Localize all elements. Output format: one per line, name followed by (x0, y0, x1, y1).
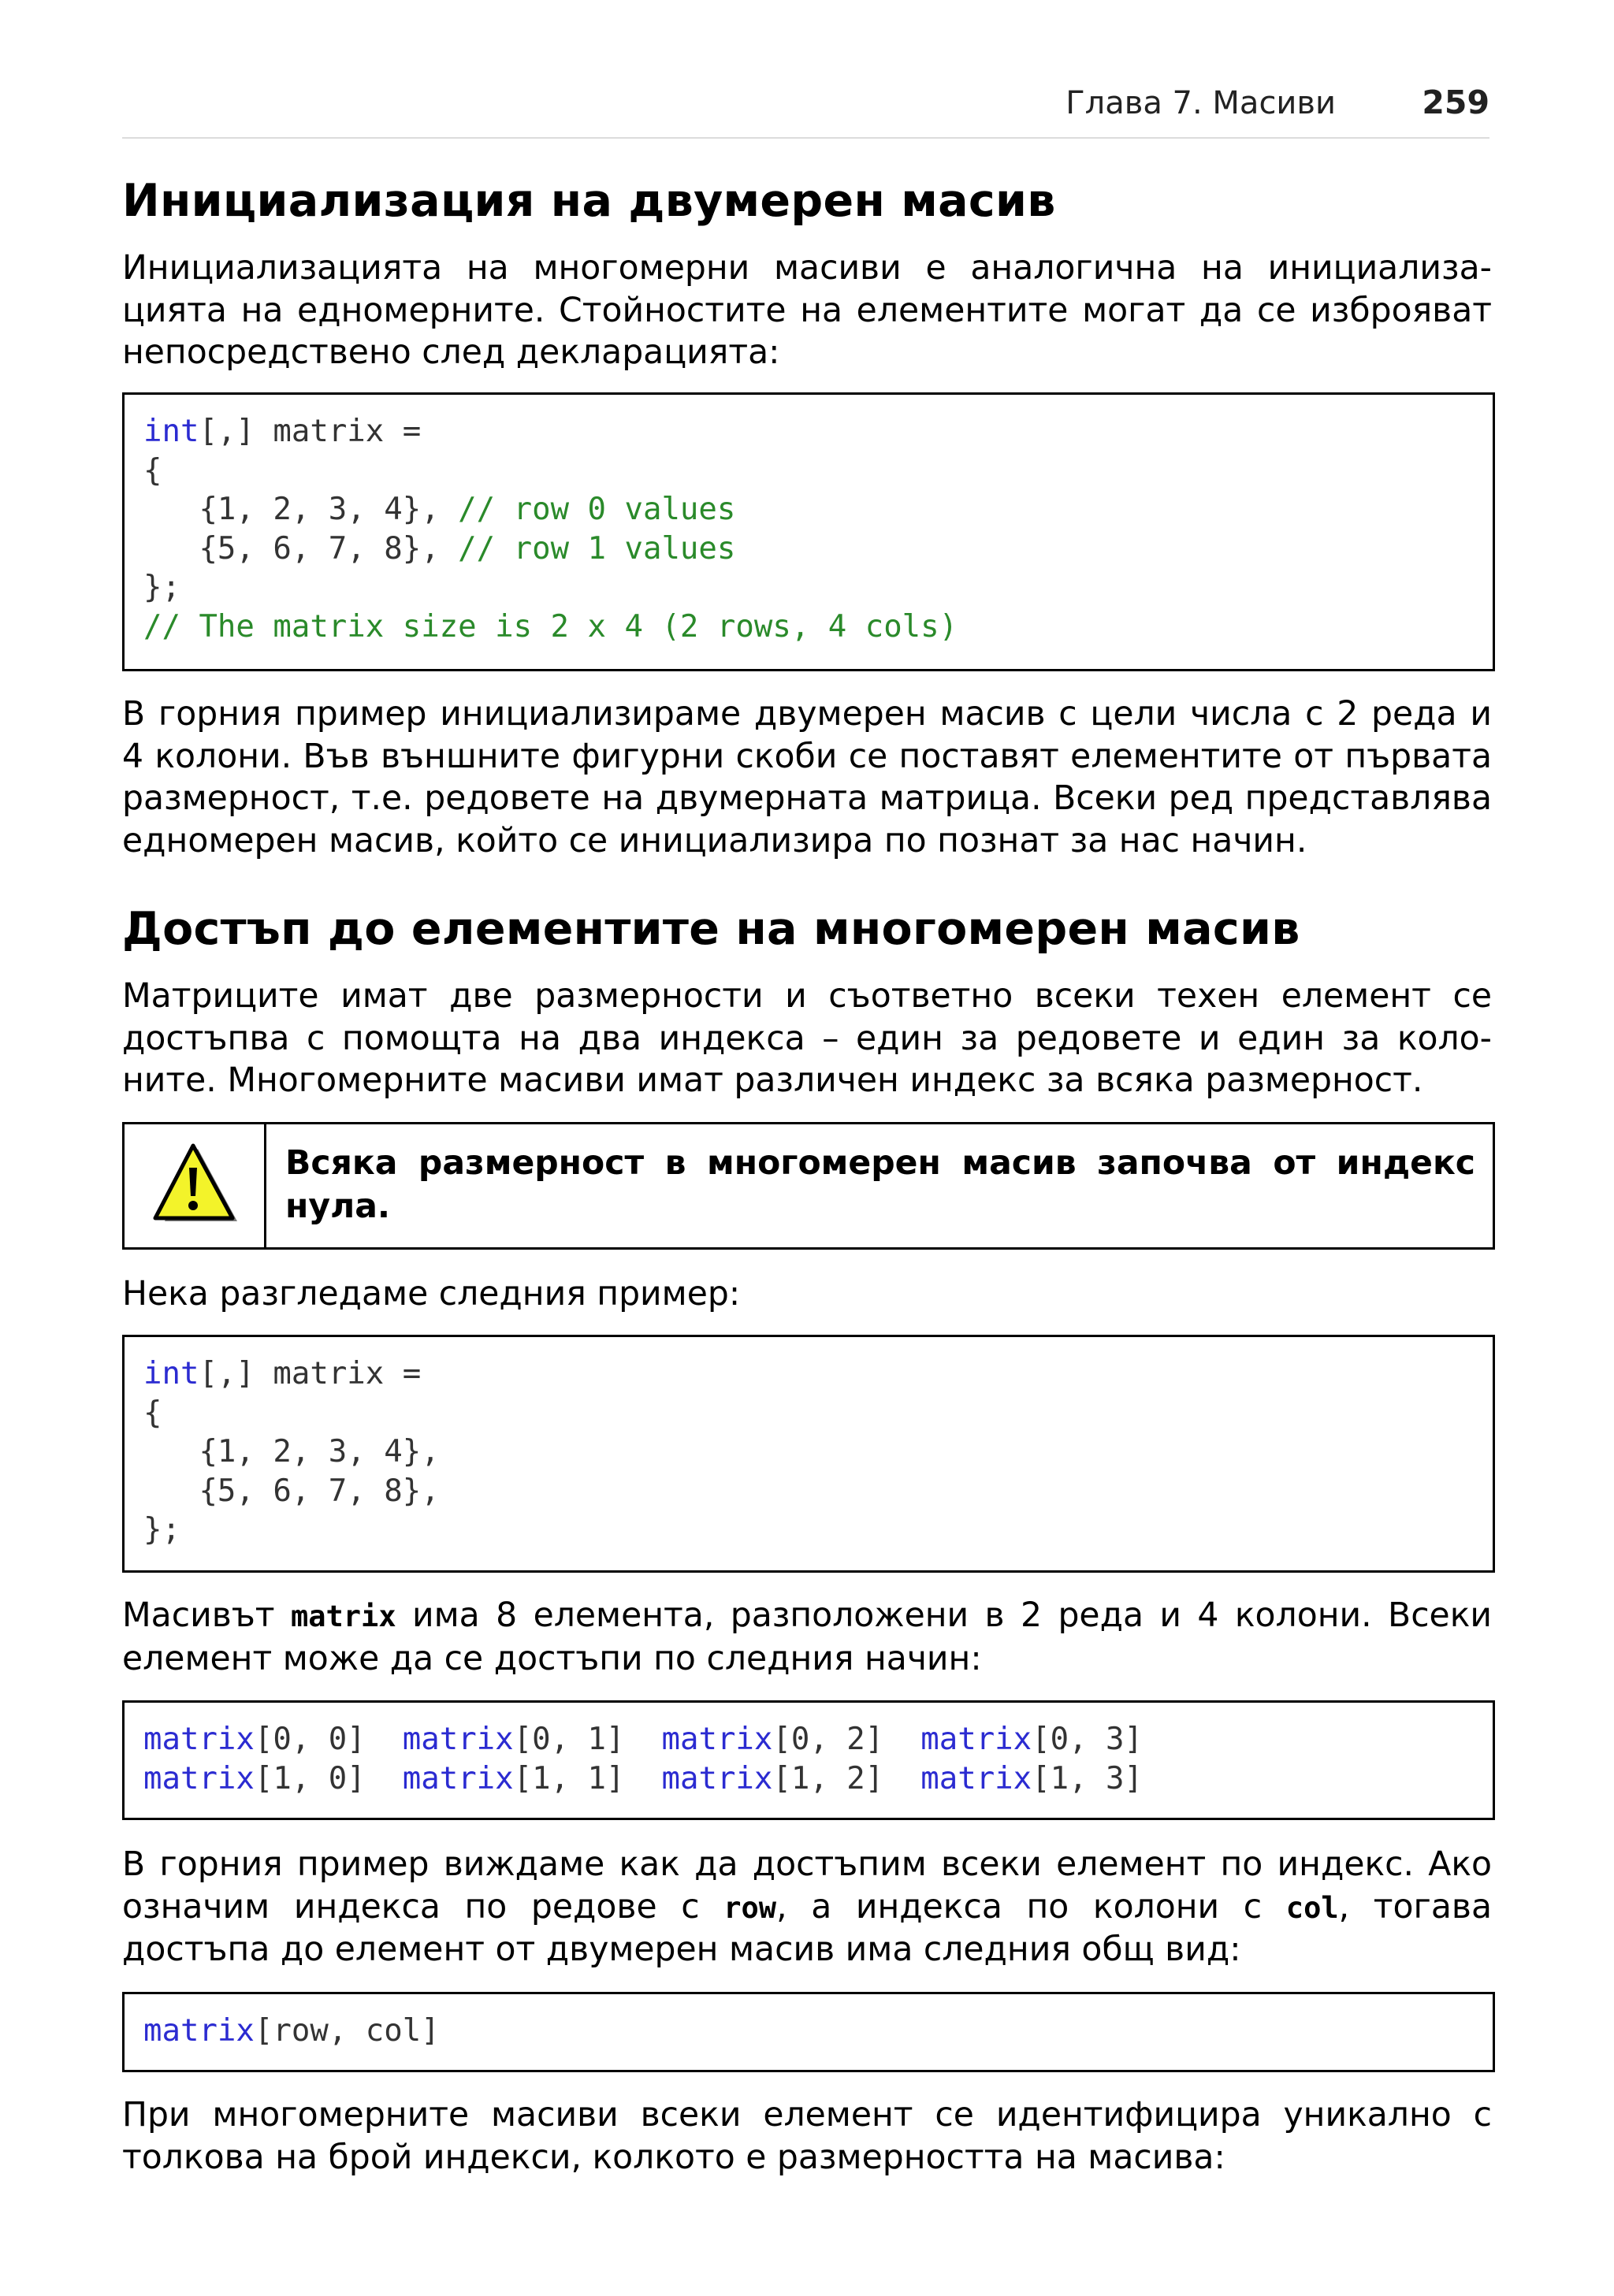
code-line: matrix[1, 0] matrix[1, 1] matrix[1, 2] matrix[1, 3] (143, 1760, 1144, 1796)
text-line: непосредствено след декларацията: (122, 333, 780, 372)
text-line: елемент може да се достъпи по следния начин: (122, 1639, 982, 1678)
text-line: означим индекса по редове с row, а индекса по колони с col, тогава (122, 1887, 1492, 1926)
text-line: толкова на брой индекси, колкото е размерността на масива: (122, 2138, 1225, 2177)
text-line: едномерен масив, който се инициализира по познат за нас начин. (122, 821, 1307, 860)
code-line: // The matrix size is 2 x 4 (2 rows, 4 cols) (143, 608, 958, 645)
warning-line: Всяка размерност в многомерен масив започва от индекс (285, 1144, 1475, 1183)
chapter-title: Глава 7. Масиви (1065, 85, 1336, 121)
section-title-access: Достъп до елементите на многомерен масив (122, 903, 1300, 955)
paragraph-example-intro (122, 1273, 1492, 1316)
code-block-init (122, 392, 1495, 671)
code-line: {5, 6, 7, 8}, // row 1 values (143, 530, 736, 567)
warning-note (122, 1122, 1495, 1250)
code-block-general (122, 1992, 1495, 2072)
page-header (122, 79, 1489, 139)
paragraph-init-intro (122, 247, 1492, 374)
code-line: { (143, 452, 162, 489)
inline-code: matrix (290, 1599, 396, 1633)
text-line: 4 колони. Във външните фигурни скоби се поставят елементите от първата (122, 737, 1492, 776)
code-block-example (122, 1335, 1495, 1573)
paragraph-index (122, 1844, 1492, 1971)
text-line: В горния пример инициализираме двумерен масив с цели числа с 2 реда и (122, 695, 1492, 734)
warning-text (266, 1124, 1493, 1247)
code-line: {1, 2, 3, 4}, // row 0 values (143, 492, 736, 527)
text-line: Масивът matrix има 8 елемента, разположени в 2 реда и 4 колони. Всеки (122, 1596, 1492, 1635)
inline-code: col (1285, 1890, 1339, 1925)
code-block-elements (122, 1700, 1495, 1820)
paragraph-final (122, 2094, 1492, 2179)
section-title-init: Инициализация на двумерен масив (122, 175, 1056, 227)
text-line: В горния пример виждаме как да достъпим всеки елемент по индекс. Ако (122, 1845, 1492, 1884)
code-line: }; (143, 1512, 180, 1547)
paragraph-access-intro (122, 975, 1492, 1102)
code-line: matrix[row, col] (143, 2013, 440, 2049)
code-line: { (143, 1395, 162, 1431)
text-line: достъпва с помощта на два индекса – един за редовете и един за коло- (122, 1019, 1492, 1058)
text-line: Матриците имат две размерности и съответно всеки техен елемент се (122, 977, 1492, 1016)
warning-icon-cell (125, 1124, 266, 1247)
code-line: int[,] matrix = (143, 414, 422, 449)
paragraph-matrix (122, 1595, 1492, 1680)
text-line: ните. Многомерните масиви имат различен индекс за всяка размерност. (122, 1061, 1423, 1100)
text-line: При многомерните масиви всеки елемент се идентифицира уникално с (122, 2096, 1492, 2134)
code-line: int[,] matrix = (143, 1356, 422, 1391)
code-line: matrix[0, 0] matrix[0, 1] matrix[0, 2] matrix[0, 3] (143, 1722, 1144, 1757)
page-number: 259 (1422, 84, 1489, 121)
text-line: Нека разгледаме следния пример: (122, 1275, 741, 1313)
text-line: достъпа до елемент от двумерен масив има следния общ вид: (122, 1930, 1241, 1969)
paragraph-init-explain (122, 693, 1492, 862)
code-line: {5, 6, 7, 8}, (143, 1473, 440, 1509)
text-line: цията на едномерните. Стойностите на елементите могат да се изброяват (122, 291, 1492, 330)
text-line: Инициализацията на многомерни масиви е аналогична на инициализа- (122, 249, 1492, 288)
warning-triangle-icon (149, 1142, 240, 1229)
warning-line: нула. (285, 1187, 391, 1226)
code-line: {1, 2, 3, 4}, (143, 1434, 440, 1469)
text-line: размерност, т.е. редовете на двумерната матрица. Всеки ред представлява (122, 779, 1492, 818)
code-line: }; (143, 570, 180, 605)
inline-code: row (723, 1890, 777, 1925)
